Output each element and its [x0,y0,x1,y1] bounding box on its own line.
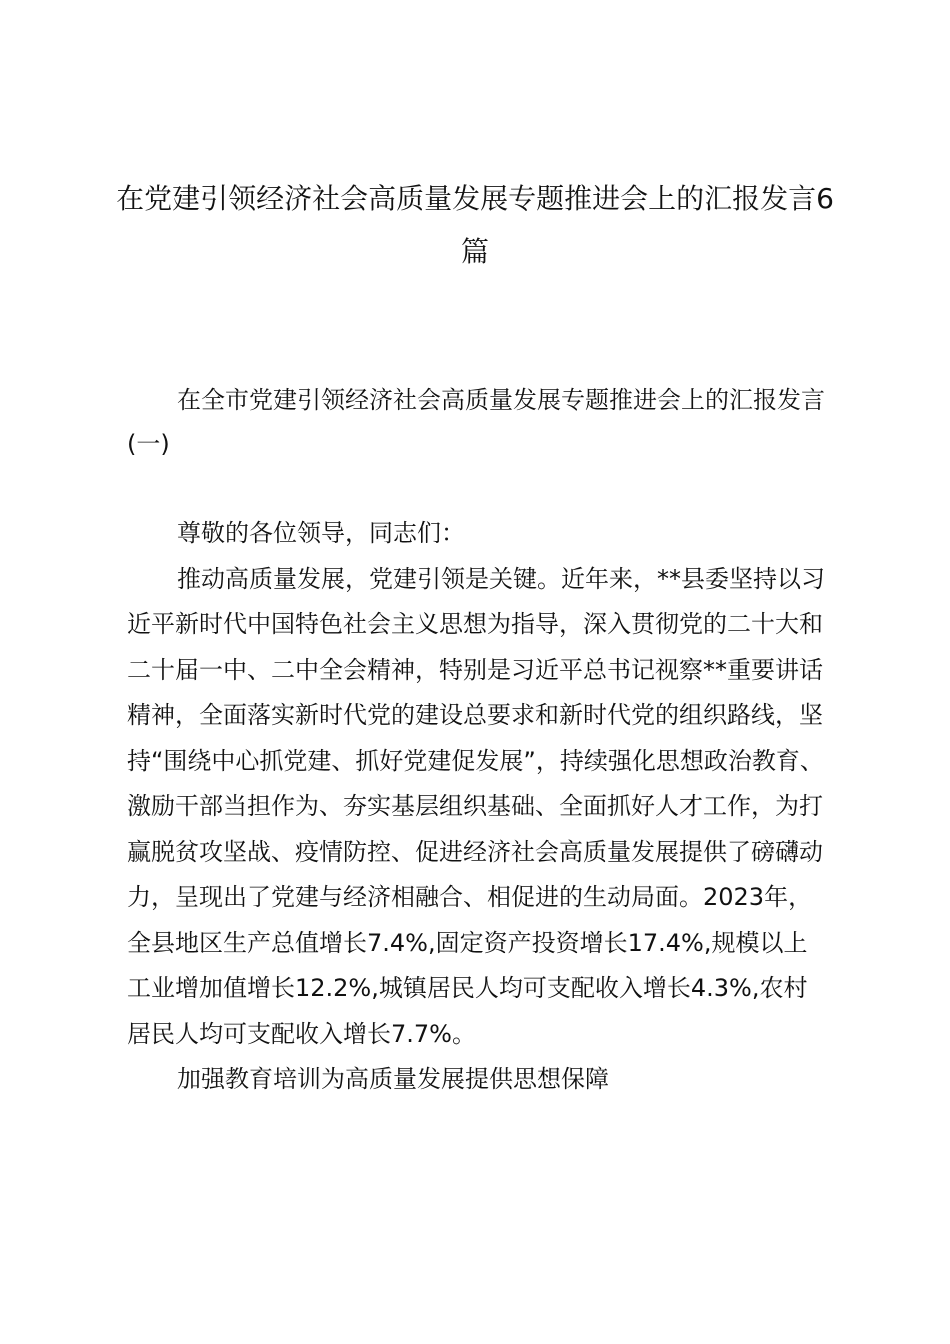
section-title: 在全市党建引领经济社会高质量发展专题推进会上的汇报发言(一) [127,386,825,458]
greeting-paragraph: 尊敬的各位领导，同志们： [177,519,465,547]
subheading-paragraph: 加强教育培训为高质量发展提供思想保障 [177,1065,609,1093]
document-title: 在党建引领经济社会高质量发展专题推进会上的汇报发言6篇 [116,182,834,268]
document-body [127,511,827,1103]
body-paragraph: 推动高质量发展，党建引领是关键。近年来，**县委坚持以习近平新时代中国特色社会主义思想为指导，深入贯彻党的二十大和二十届一中、二中全会精神，特别是习近平总书记视察**重要讲话精神，全面落实新时代党的建设总要求和新时代党的组织路线，坚持“围绕中心抓党建、抓好党建促发展”，持续强化思想政治教育、激励干部当担作为、夯实基层组织基础、全面抓好人才工作，为打赢脱贫攻坚战、疫情防控、促进经济社会高质量发展提供了磅礴动力，呈现出了党建与经济相融合、相促进的生动局面。2023年，全县地区生产总值增长7.4%,固定资产投资增长17.4%,规模以上工业增加值增长12.2%,城镇居民人均可支配收入增长4.3%,农村居民人均可支配收入增长7.7%。 [127,564,825,1048]
